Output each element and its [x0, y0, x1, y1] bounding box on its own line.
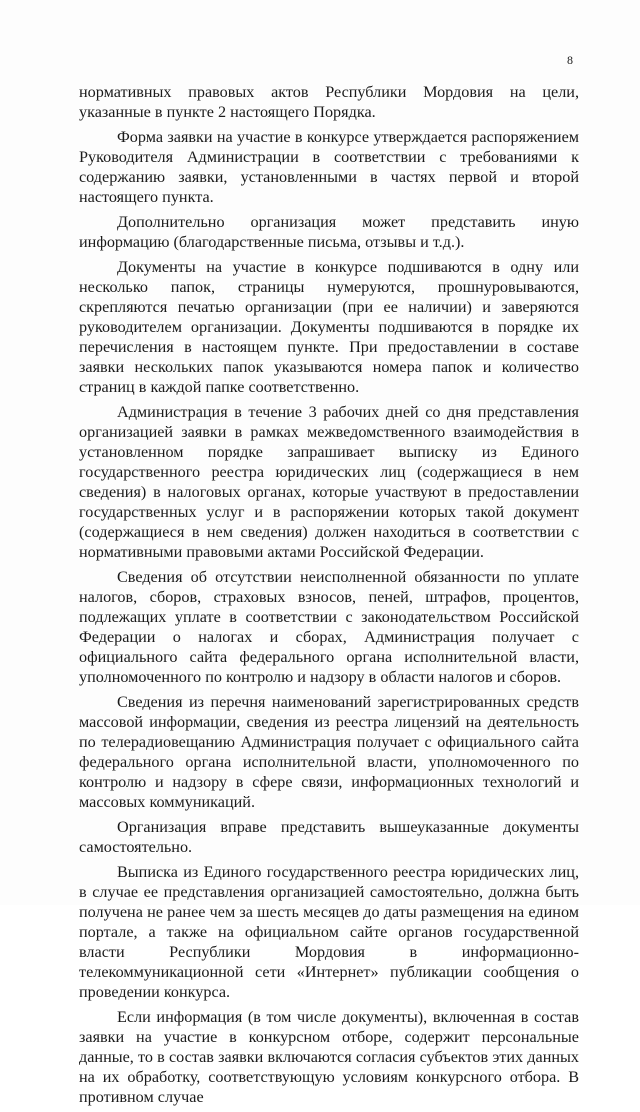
paragraph-mass-media-info: Сведения из перечня наименований зарегистрированных средств массовой информации, сведения из реестра лицензий на деятельность по телерадиовещанию Администрация получает с официального сайта федерального органа исполнительной власти, уполномоченного по контролю и надзору в сфере связи, информационных технологий и массовых коммуникаций. — [79, 693, 579, 811]
paragraph-document-binding: Документы на участие в конкурсе подшиваются в одну или несколько папок, страницы нумеруются, прошнуровываются, скрепляются печатью организации (при ее наличии) и заверяются руководителем организации. Документы подшиваются в порядке их перечисления в настоящем пункте. При предоставлении в составе заявки нескольких папок указываются номера папок и количество страниц в каждой папке соответственно. — [79, 258, 579, 396]
page-number: 8 — [567, 53, 573, 67]
paragraph-registry-extract-request: Администрация в течение 3 рабочих дней со дня представления организацией заявки в рамках межведомственного взаимодействия в установленном порядке запрашивает выписку из Единого государственного реестра юридических лиц (содержащиеся в нем сведения) в налоговых органах, которые участвуют в предоставлении государственных услуг и в распоряжении которых такой документ (содержащиеся в нем сведения) должен находиться в соответствии с нормативными правовыми актами Российской Федерации. — [79, 403, 579, 561]
document-body — [79, 82, 579, 1112]
paragraph-tax-debt-info: Сведения об отсутствии неисполненной обязанности по уплате налогов, сборов, страховых взносов, пеней, штрафов, процентов, подлежащих уплате в соответствии с законодательством Российской Федерации о налогах и сборах, Администрация получает с официального сайта федерального органа исполнительной власти, уполномоченного по контролю и надзору в области налогов и сборов. — [79, 568, 579, 686]
paragraph-continuation: нормативных правовых актов Республики Мордовия на цели, указанные в пункте 2 настоящего Порядка. — [79, 83, 579, 121]
paragraph-application-form: Форма заявки на участие в конкурсе утверждается распоряжением Руководителя Администрации в соответствии с требованиями к содержанию заявки, установленными в частях первой и второй настоящего пункта. — [79, 128, 579, 206]
paragraph-self-submission: Организация вправе представить вышеуказанные документы самостоятельно. — [79, 818, 579, 856]
paragraph-personal-data: Если информация (в том числе документы), включенная в состав заявки на участие в конкурсном отборе, содержит персональные данные, то в состав заявки включаются согласия субъектов этих данных на их обработку, соответствующую условиям конкурсного отбора. В противном случае — [79, 1008, 579, 1106]
paragraph-extract-validity: Выписка из Единого государственного реестра юридических лиц, в случае ее представления организацией самостоятельно, должна быть получена не ранее чем за шесть месяцев до даты размещения на едином портале, а также на официальном сайте органов государственной власти Республики Мордовия в информационно-телекоммуникационной сети «Интернет» публикации сообщения о проведении конкурса. — [79, 863, 579, 1001]
paragraph-additional-info: Дополнительно организация может представить иную информацию (благодарственные письма, отзывы и т.д.). — [79, 213, 579, 251]
